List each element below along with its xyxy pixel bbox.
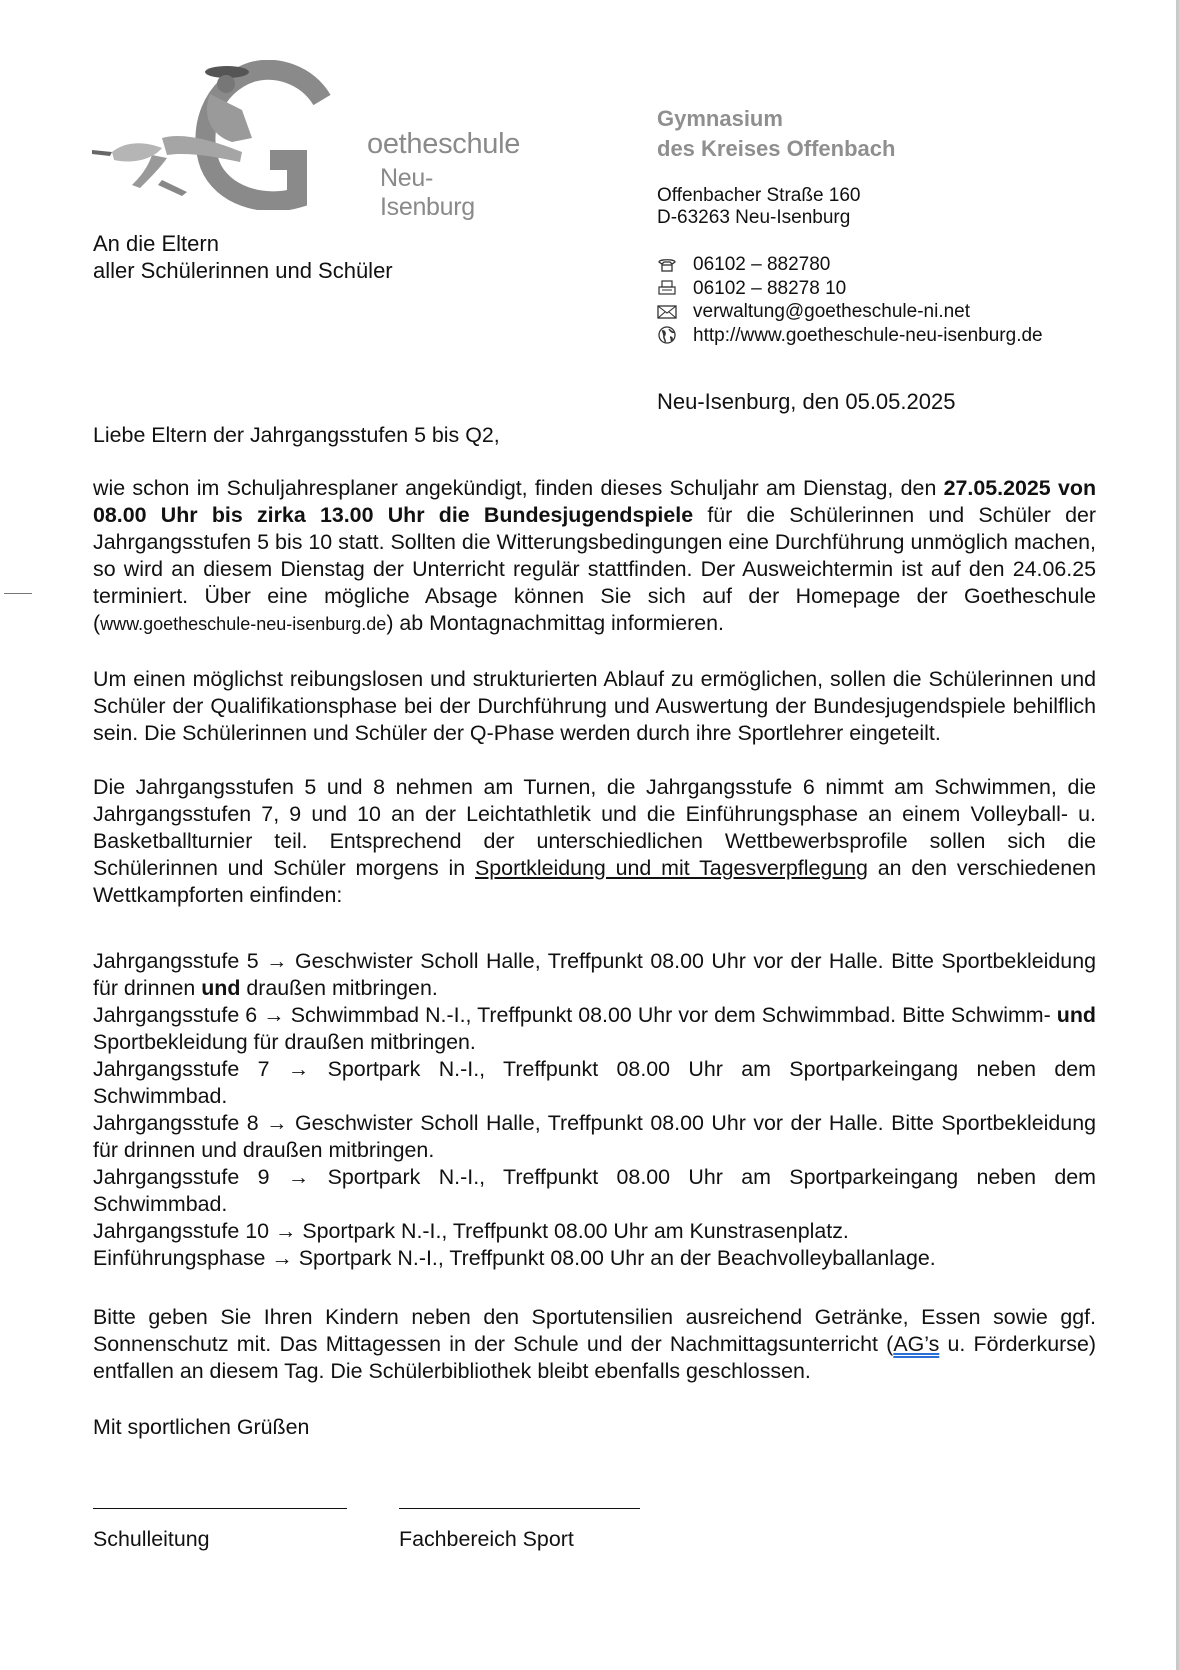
spellcheck-flagged-word: AG’s (893, 1332, 940, 1356)
para3-text-a: Die Jahrgangsstufen 5 und 8 nehmen am Turnen, die Jahrgangsstufe 6 nimmt am Schwimmen, die Jahrgangsstufen 7, 9 und 10 an der Leichtathletik und die Einführungsphase an einem Volleyball- u. Basketballturnier teil. Entsprechend der unterschiedlichen Wettbewerbsprofile sollen sich die Schülerinnen und Schüler morgens in (93, 775, 1096, 880)
arrow-icon: → (263, 1003, 285, 1027)
contact-block (657, 253, 1043, 347)
arrow-icon: → (274, 1219, 297, 1243)
schedule-emphasis: und (1056, 1003, 1096, 1027)
schedule-item (93, 948, 1096, 1002)
para3-text-b: an den verschiedenen Wettkampforten einfinden: (93, 856, 1097, 907)
schedule-item (93, 1245, 1096, 1272)
phone-icon (657, 257, 693, 273)
schedule-details: Sportpark N.-I., Treffpunkt 08.00 Uhr am Sportparkeingang neben dem Schwimmbad. (93, 1165, 1096, 1216)
closing-line: Mit sportlichen Grüßen (93, 1415, 310, 1439)
logo-subtitle: Neu-Isenburg (380, 164, 475, 221)
school-logo (92, 60, 521, 221)
schedule-item (93, 1110, 1096, 1164)
letter-date: Neu-Isenburg, den 05.05.2025 (657, 389, 956, 414)
paragraph-helpers: Um einen möglichst reibungslosen und strukturierten Ablauf zu ermöglichen, sollen die Schülerinnen und Schüler der Qualifikationsphase bei der Durchführung und Auswertung der Bundesjugendspiele behilflich sein. Die Schülerinnen und Schüler der Q-Phase werden durch ihre Sportlehrer eingeteilt. (93, 667, 1096, 745)
school-type-heading (657, 104, 895, 164)
schedule-grade: Jahrgangsstufe 6 (93, 1003, 258, 1027)
email-address: verwaltung@goetheschule-ni.net (693, 301, 971, 322)
signature-line-right (399, 1508, 640, 1509)
homepage-url: www.goetheschule-neu-isenburg.de (100, 614, 387, 634)
paragraph-intro (93, 475, 1096, 638)
arrow-icon: → (287, 1057, 310, 1081)
recipient-block (93, 230, 393, 284)
schedule-grade: Jahrgangsstufe 5 (93, 949, 259, 973)
contact-email-row (657, 300, 1043, 324)
arrow-icon: → (266, 949, 288, 973)
schedule-details: Geschwister Scholl Halle, Treffpunkt 08.00 Uhr vor der Halle. Bitte Sportbekleidung für drinnen und draußen mitbringen. (93, 1111, 1097, 1162)
recipient-line1: An die Eltern (93, 231, 219, 256)
envelope-icon (657, 304, 693, 320)
logo-name: oetheschule (367, 128, 521, 160)
para1-text-c: ) ab Montagnachmittag informieren. (386, 611, 724, 635)
schedule-details-end: draußen mitbringen. (240, 976, 438, 1000)
logo-figure-drawing (92, 60, 362, 210)
contact-web-row (657, 324, 1043, 348)
paragraph-catering (93, 1304, 1096, 1385)
phone-number: 06102 – 882780 (693, 254, 831, 275)
schedule-list (93, 948, 1096, 1272)
schedule-emphasis: und (201, 976, 241, 1000)
para4-text-a: Bitte geben Sie Ihren Kindern neben den Sportutensilien ausreichend Getränke, Essen sowie ggf. Sonnenschutz mit. Das Mittagessen in der Schule und der Nachmittagsunterricht ( (93, 1305, 1096, 1356)
website-url: http://www.goetheschule-neu-isenburg.de (693, 324, 1043, 346)
clothing-note-underlined: Sportkleidung und mit Tagesverpflegung (475, 856, 868, 880)
school-address (657, 185, 861, 229)
schedule-details: Sportpark N.-I., Treffpunkt 08.00 Uhr am Sportparkeingang neben dem Schwimmbad. (93, 1057, 1096, 1108)
schedule-grade: Einführungsphase (93, 1246, 266, 1270)
schedule-details: Geschwister Scholl Halle, Treffpunkt 08.00 Uhr vor der Halle. Bitte Sportbekleidung für drinnen (93, 949, 1097, 1000)
schedule-item (93, 1056, 1096, 1110)
school-type-line2: des Kreises Offenbach (657, 136, 896, 161)
paragraph-disciplines (93, 774, 1096, 909)
schedule-details: Schwimmbad N.-I., Treffpunkt 08.00 Uhr vor dem Schwimmbad. Bitte Schwimm- (290, 1003, 1057, 1027)
salutation: Liebe Eltern der Jahrgangsstufen 5 bis Q2, (93, 423, 500, 447)
school-type-line1: Gymnasium (657, 106, 783, 131)
schedule-item (93, 1002, 1096, 1056)
fax-number: 06102 – 88278 10 (693, 277, 847, 299)
schedule-item (93, 1164, 1096, 1218)
signature-label-left: Schulleitung (93, 1527, 210, 1551)
arrow-icon: → (266, 1111, 288, 1135)
signature-line-left (93, 1508, 347, 1509)
schedule-details-end: Sportbekleidung für draußen mitbringen. (93, 1030, 476, 1054)
schedule-grade: Jahrgangsstufe 9 (93, 1165, 270, 1189)
arrow-icon: → (287, 1165, 310, 1189)
schedule-item (93, 1218, 1096, 1245)
arrow-icon: → (271, 1246, 293, 1270)
globe-icon (657, 326, 693, 344)
contact-fax-row (657, 277, 1043, 301)
margin-mark (4, 593, 32, 594)
schedule-details: Sportpark N.-I., Treffpunkt 08.00 Uhr am Kunstrasenplatz. (302, 1219, 849, 1243)
schedule-grade: Jahrgangsstufe 10 (93, 1219, 270, 1243)
address-street: Offenbacher Straße 160 (657, 185, 861, 206)
recipient-line2: aller Schülerinnen und Schüler (93, 258, 393, 283)
schedule-grade: Jahrgangsstufe 7 (93, 1057, 270, 1081)
address-city: D-63263 Neu-Isenburg (657, 207, 851, 228)
para1-text-b: für die Schülerinnen und Schüler der Jahrgangsstufen 5 bis 10 statt. Sollten die Witterungsbedingungen eine Durchführung unmöglich machen, so wird an diesem Dienstag der Unterricht regulär stattfinden. Der Ausweichtermin ist auf den 24.06.25 terminiert. Über eine mögliche Absage können Sie sich auf der Homepage der Goetheschule ( (93, 503, 1096, 635)
contact-phone-row (657, 253, 1043, 277)
event-date-bold: 27.05.2025 von 08.00 Uhr bis zirka 13.00 Uhr die Bundesjugendspiele (93, 476, 1097, 527)
schedule-grade: Jahrgangsstufe 8 (93, 1111, 259, 1135)
fax-icon (657, 280, 693, 296)
para4-text-b: u. Förderkurse) entfallen an diesem Tag. Die Schülerbibliothek bleibt ebenfalls geschlossen. (93, 1332, 1096, 1383)
para1-text-a: wie schon im Schuljahresplaner angekündigt, finden dieses Schuljahr am Dienstag, den (93, 476, 944, 500)
schedule-details: Sportpark N.-I., Treffpunkt 08.00 Uhr an der Beachvolleyballanlage. (298, 1246, 936, 1270)
signature-label-right: Fachbereich Sport (399, 1527, 574, 1551)
